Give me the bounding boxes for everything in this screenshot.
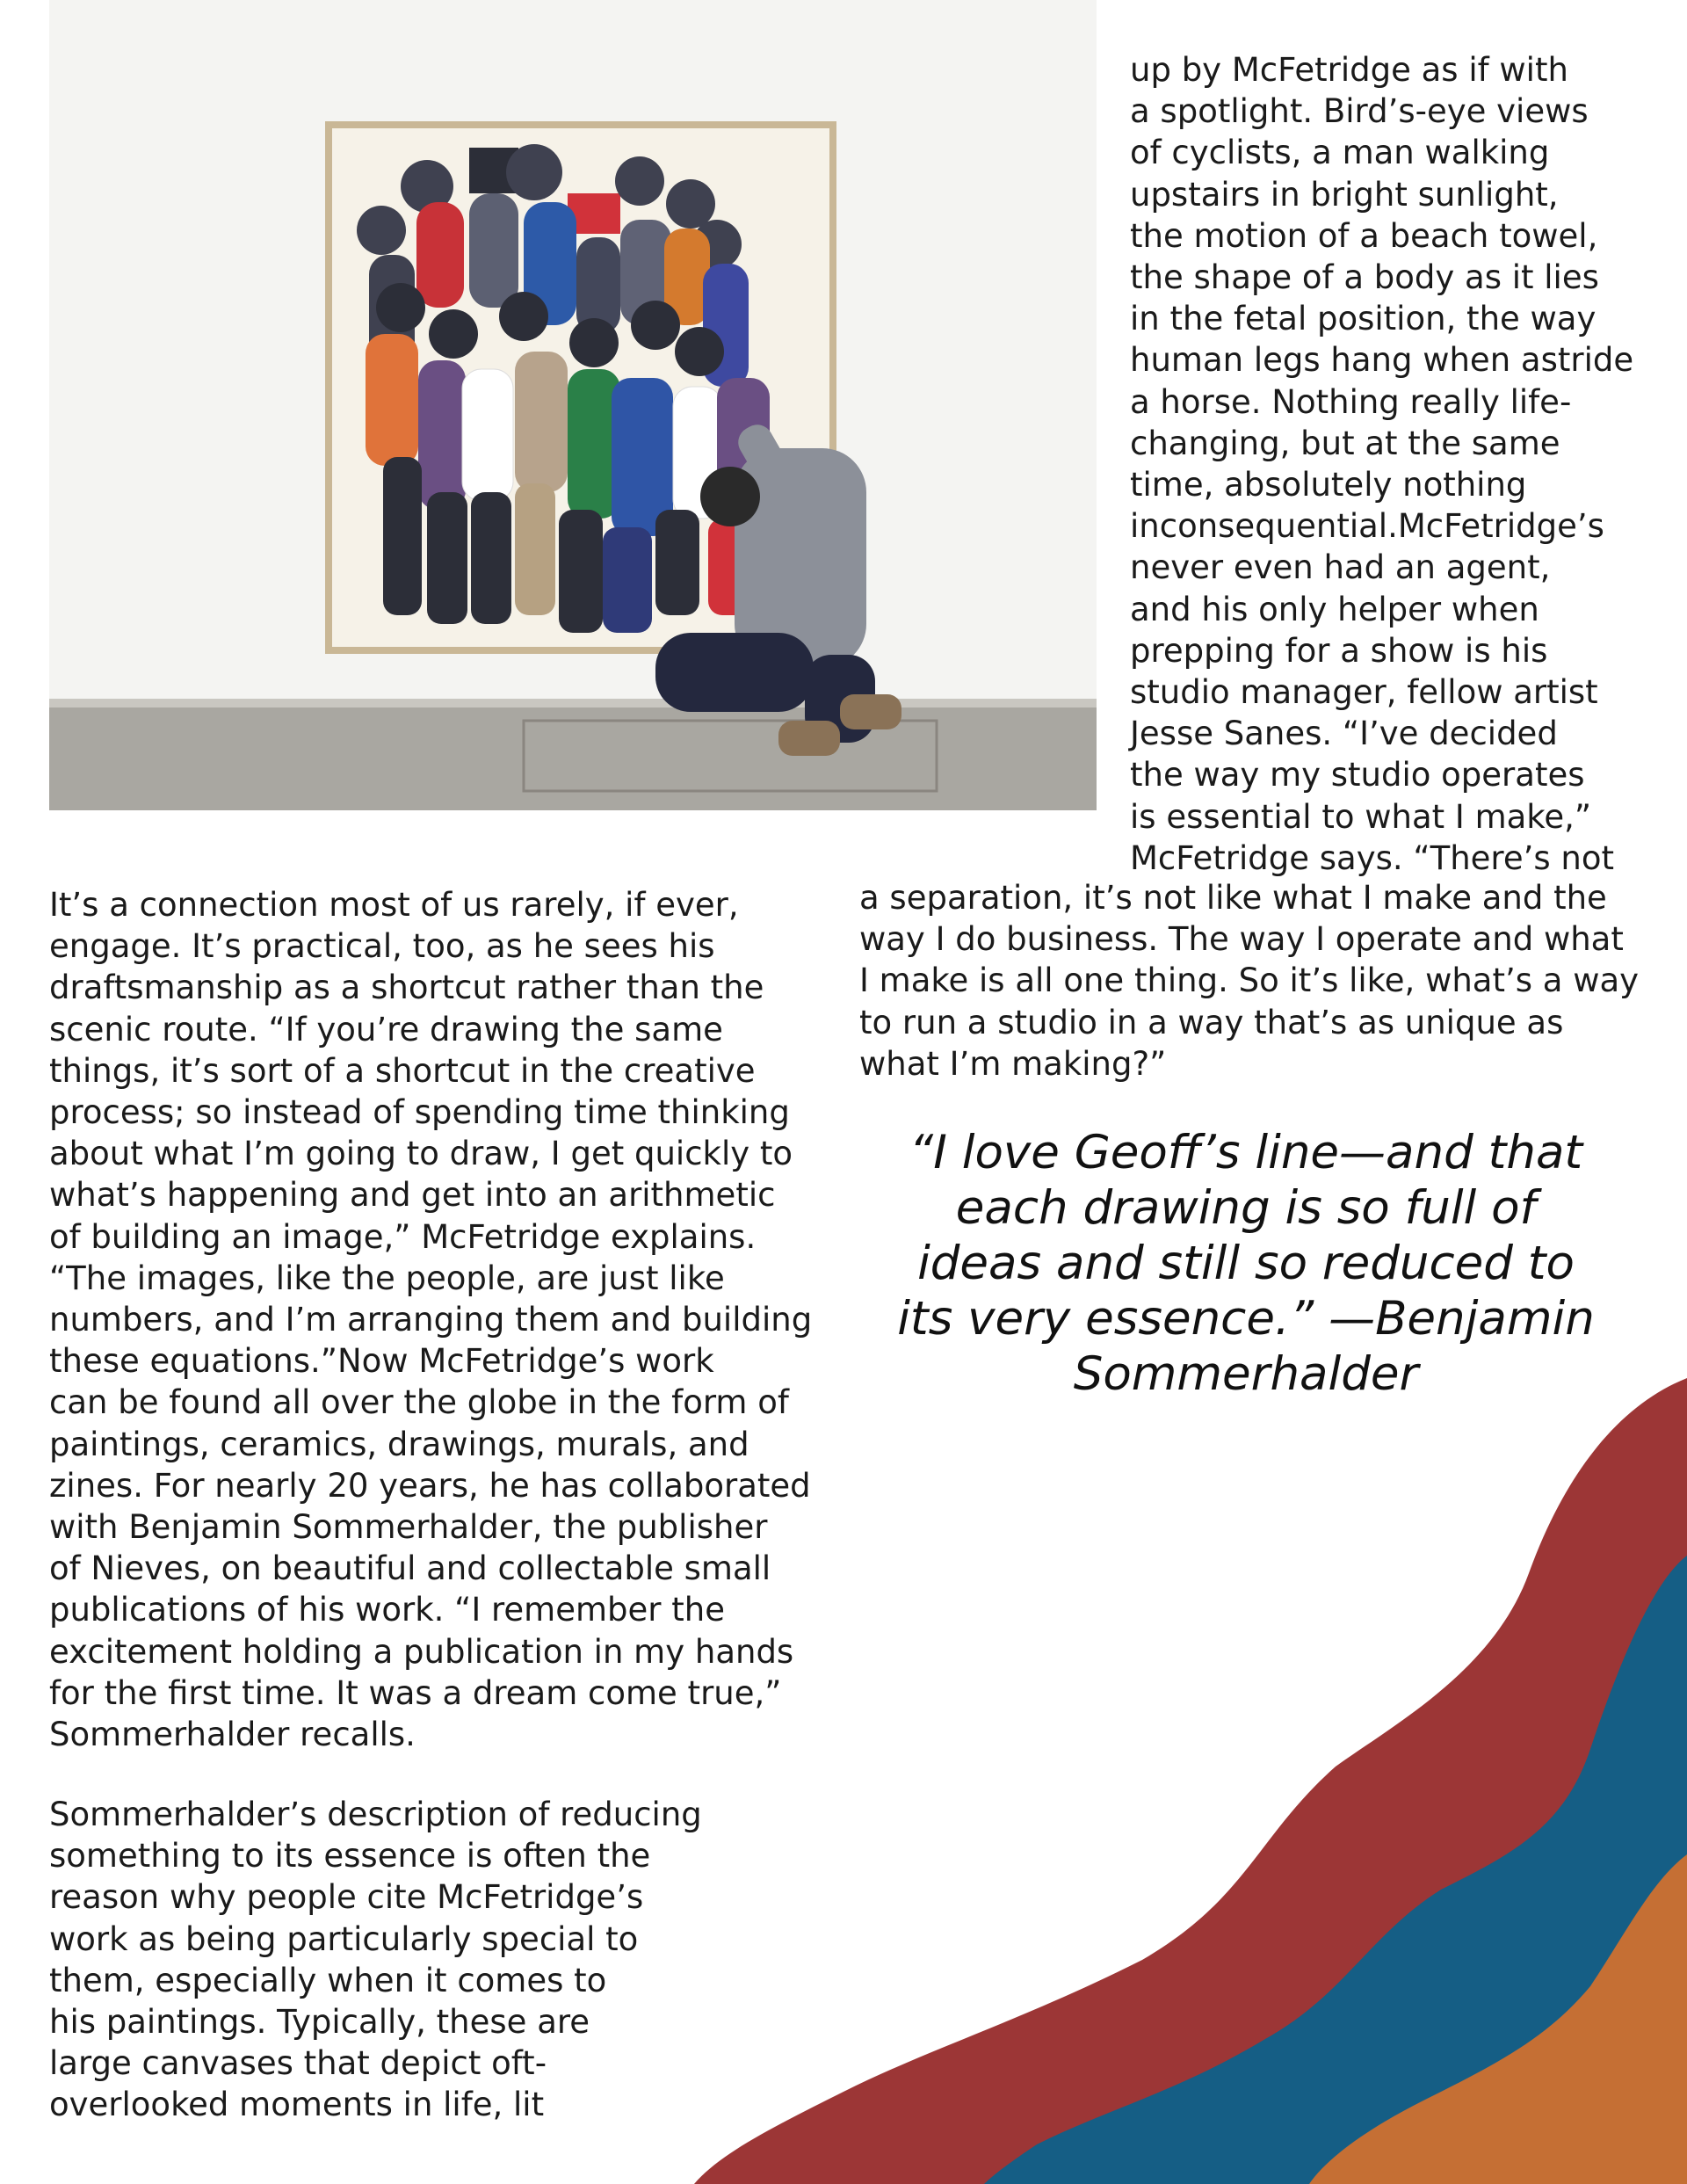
body-text-line: with Benjamin Sommerhalder, the publisher — [49, 1508, 768, 1546]
body-text-line: work as being particularly special to — [49, 1919, 639, 1958]
body-text-line: things, it’s sort of a shortcut in the creative — [49, 1051, 756, 1090]
body-text-line: the shape of a body as it lies — [1130, 258, 1599, 296]
body-text-line: can be found all over the globe in the form of — [49, 1383, 789, 1422]
body-text-line: human legs hang when astride — [1130, 341, 1634, 380]
body-text-line: process; so instead of spending time thinking — [49, 1093, 790, 1131]
body-text-line: what’s happening and get into an arithmetic — [49, 1176, 776, 1215]
body-text-line: scenic route. “If you’re drawing the same — [49, 1010, 723, 1048]
body-text-line: draftsmanship as a shortcut rather than the — [49, 969, 764, 1007]
body-text-line: for the first time. It was a dream come true,” — [49, 1673, 782, 1712]
body-text-line: something to its essence is often the — [49, 1837, 651, 1876]
body-text-line: “The images, like the people, are just like — [49, 1259, 725, 1297]
body-text-line: his paintings. Typically, these are — [49, 2003, 590, 2041]
artist-painting-photo — [49, 0, 1097, 810]
body-text-line: the way my studio operates — [1130, 756, 1585, 795]
body-text-line: never even had an agent, — [1130, 548, 1551, 587]
body-text-line: a horse. Nothing really life- — [1130, 382, 1572, 421]
body-text-line: publications of his work. “I remember the — [49, 1591, 725, 1629]
body-text-line: of building an image,” McFetridge explains. — [49, 1217, 757, 1256]
body-text-line: paintings, ceramics, drawings, murals, and — [49, 1425, 749, 1463]
pull-quote-line: each drawing is so full of — [955, 1181, 1537, 1235]
body-text-line: zines. For nearly 20 years, he has collaborated — [49, 1466, 811, 1505]
body-text-line: engage. It’s practical, too, as he sees his — [49, 927, 715, 966]
body-text-line: in the fetal position, the way — [1130, 300, 1596, 338]
body-text-line: changing, but at the same — [1130, 424, 1560, 462]
body-text-line: excitement holding a publication in my hands — [49, 1632, 794, 1671]
pull-quote-line: Sommerhalder — [1073, 1347, 1419, 1401]
body-text-line: Sommerhalder recalls. — [49, 1716, 416, 1753]
body-text-line: inconsequential.McFetridge’s — [1130, 507, 1604, 546]
body-text-line: I make is all one thing. So it’s like, what’s a way — [859, 961, 1640, 1000]
body-text-line: overlooked moments in life, lit — [49, 2086, 545, 2124]
body-text-line: of cyclists, a man walking — [1130, 134, 1550, 172]
body-text-line: Jesse Sanes. “I’ve decided — [1130, 715, 1558, 753]
body-text-line: the motion of a beach towel, — [1130, 216, 1598, 255]
body-text-line: Sommerhalder’s description of reducing — [49, 1796, 702, 1833]
body-text-line: reason why people cite McFetridge’s — [49, 1878, 644, 1917]
body-text-line: to run a studio in a way that’s as unique as — [859, 1003, 1564, 1041]
body-text-line: these equations.”Now McFetridge’s work — [49, 1342, 714, 1381]
body-text-line: and his only helper when — [1130, 590, 1539, 628]
pull-quote-line: “I love Geoff’s line—and that — [909, 1126, 1583, 1179]
body-text-line: them, especially when it comes to — [49, 1961, 607, 1999]
body-text-line: a separation, it’s not like what I make and the — [859, 879, 1607, 917]
body-text-line: about what I’m going to draw, I get quickly to — [49, 1135, 793, 1173]
body-text-line: It’s a connection most of us rarely, if ever, — [49, 886, 739, 924]
body-text-line: of Nieves, on beautiful and collectable small — [49, 1549, 771, 1588]
body-text-line: a spotlight. Bird’s-eye views — [1130, 92, 1589, 131]
body-text-line: prepping for a show is his — [1130, 631, 1548, 670]
body-text-line: McFetridge says. “There’s not — [1130, 838, 1614, 877]
body-text-line: studio manager, fellow artist — [1130, 673, 1598, 711]
pull-quote-line: its very essence.” —Benjamin — [897, 1292, 1595, 1346]
body-text-line: up by McFetridge as if with — [1130, 51, 1568, 89]
body-text-line: what I’m making?” — [859, 1044, 1167, 1083]
body-text-line: time, absolutely nothing — [1130, 466, 1527, 504]
pull-quote-line: ideas and still so reduced to — [917, 1237, 1575, 1290]
body-text-line: upstairs in bright sunlight, — [1130, 175, 1559, 214]
body-text-line: numbers, and I’m arranging them and building — [49, 1301, 813, 1339]
body-text-line: way I do business. The way I operate and what — [859, 920, 1624, 959]
body-text-line: is essential to what I make,” — [1130, 797, 1592, 836]
body-text-line: large canvases that depict oft- — [49, 2044, 547, 2083]
